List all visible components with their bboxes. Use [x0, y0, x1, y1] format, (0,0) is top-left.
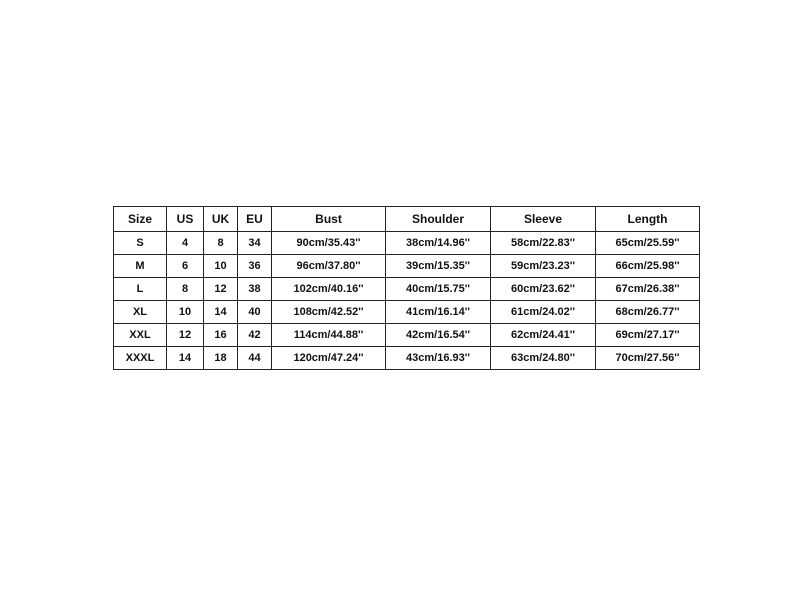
header-size: Size	[114, 207, 167, 232]
cell-bust: 120cm/47.24''	[272, 347, 386, 370]
cell-us: 8	[167, 278, 204, 301]
cell-sleeve: 61cm/24.02''	[491, 301, 596, 324]
cell-us: 4	[167, 232, 204, 255]
cell-us: 10	[167, 301, 204, 324]
header-us: US	[167, 207, 204, 232]
table-row	[114, 347, 700, 370]
cell-sleeve: 58cm/22.83''	[491, 232, 596, 255]
cell-shoulder: 42cm/16.54''	[386, 324, 491, 347]
table-row	[114, 278, 700, 301]
table-header-row	[114, 207, 700, 232]
size-chart-table	[113, 206, 700, 370]
cell-bust: 114cm/44.88''	[272, 324, 386, 347]
table-row	[114, 301, 700, 324]
cell-uk: 18	[204, 347, 238, 370]
cell-size: L	[114, 278, 167, 301]
cell-eu: 36	[238, 255, 272, 278]
cell-length: 66cm/25.98''	[596, 255, 700, 278]
cell-eu: 44	[238, 347, 272, 370]
cell-sleeve: 59cm/23.23''	[491, 255, 596, 278]
cell-size: S	[114, 232, 167, 255]
cell-sleeve: 63cm/24.80''	[491, 347, 596, 370]
cell-length: 67cm/26.38''	[596, 278, 700, 301]
header-eu: EU	[238, 207, 272, 232]
cell-sleeve: 62cm/24.41''	[491, 324, 596, 347]
cell-uk: 16	[204, 324, 238, 347]
cell-us: 14	[167, 347, 204, 370]
cell-shoulder: 40cm/15.75''	[386, 278, 491, 301]
cell-uk: 12	[204, 278, 238, 301]
cell-size: XXL	[114, 324, 167, 347]
cell-uk: 10	[204, 255, 238, 278]
cell-bust: 108cm/42.52''	[272, 301, 386, 324]
cell-bust: 102cm/40.16''	[272, 278, 386, 301]
cell-length: 70cm/27.56''	[596, 347, 700, 370]
cell-length: 68cm/26.77''	[596, 301, 700, 324]
cell-size: XL	[114, 301, 167, 324]
header-sleeve: Sleeve	[491, 207, 596, 232]
cell-size: XXXL	[114, 347, 167, 370]
cell-eu: 42	[238, 324, 272, 347]
cell-length: 69cm/27.17''	[596, 324, 700, 347]
cell-eu: 34	[238, 232, 272, 255]
cell-uk: 8	[204, 232, 238, 255]
cell-eu: 38	[238, 278, 272, 301]
table-row	[114, 232, 700, 255]
cell-bust: 96cm/37.80''	[272, 255, 386, 278]
table-row	[114, 324, 700, 347]
cell-shoulder: 43cm/16.93''	[386, 347, 491, 370]
table-row	[114, 255, 700, 278]
cell-sleeve: 60cm/23.62''	[491, 278, 596, 301]
cell-shoulder: 39cm/15.35''	[386, 255, 491, 278]
header-length: Length	[596, 207, 700, 232]
cell-length: 65cm/25.59''	[596, 232, 700, 255]
header-shoulder: Shoulder	[386, 207, 491, 232]
cell-us: 6	[167, 255, 204, 278]
header-bust: Bust	[272, 207, 386, 232]
cell-size: M	[114, 255, 167, 278]
cell-us: 12	[167, 324, 204, 347]
cell-eu: 40	[238, 301, 272, 324]
cell-shoulder: 41cm/16.14''	[386, 301, 491, 324]
cell-uk: 14	[204, 301, 238, 324]
header-uk: UK	[204, 207, 238, 232]
cell-bust: 90cm/35.43''	[272, 232, 386, 255]
cell-shoulder: 38cm/14.96''	[386, 232, 491, 255]
